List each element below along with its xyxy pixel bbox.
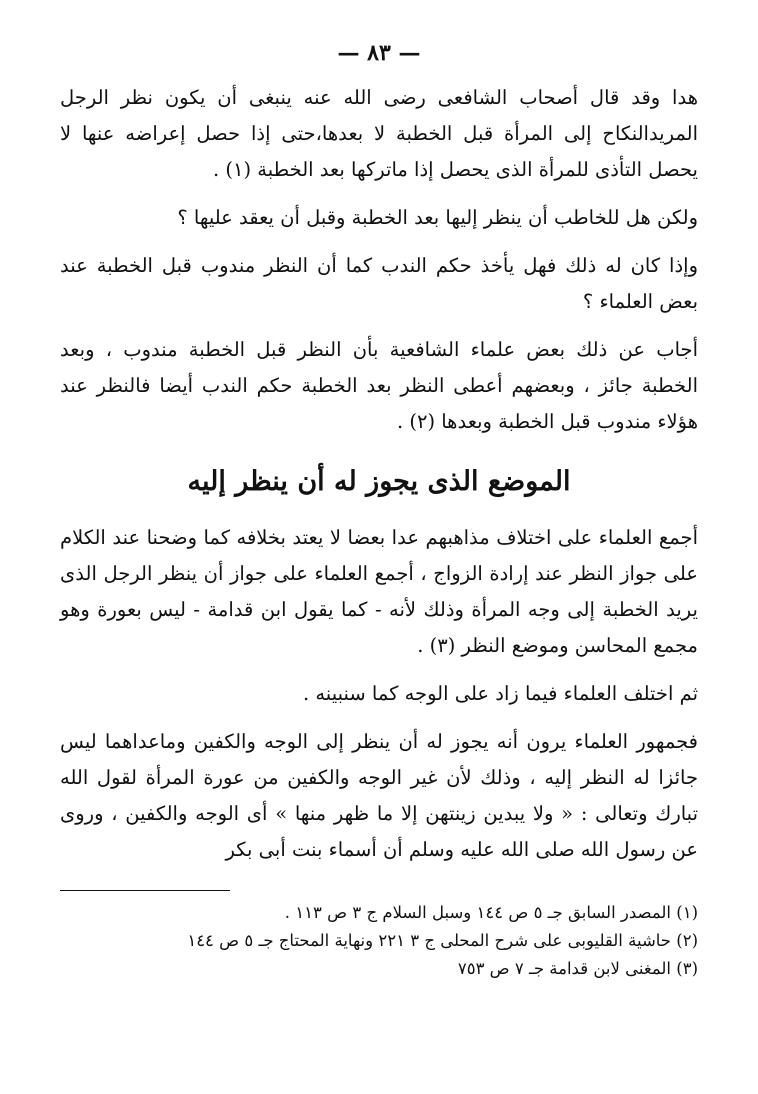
paragraph: أجمع العلماء على اختلاف مذاهبهم عدا بعضا لا يعتد بخلافه كما وضحنا عند الكلام على جواز النظر عند إرادة الزواج ، أجمع العلماء على جواز أن ينظر الرجل الذى يريد الخطبة إلى وجه المرأة وذلك لأنه - كما يقول ابن قدامة - ليس بعورة وهو مجمع المحاسن وموضع النظر (٣) . [60, 526, 698, 657]
section-heading: الموضع الذى يجوز له أن ينظر إليه [187, 466, 571, 497]
footnote: (٢) حاشية القليوبى على شرح المحلى ج ٣ ٢٢١ ونهاية المحتاج جـ ٥ ص ١٤٤ [187, 931, 698, 950]
body-top [60, 80, 698, 440]
footnotes [60, 899, 698, 983]
body-bottom [60, 520, 698, 868]
footnote: (٣) المغنى لابن قدامة جـ ٧ ص ٧٥٣ [457, 959, 698, 978]
page-number: — ٨٣ — [337, 40, 421, 66]
paragraph: ولكن هل للخاطب أن ينظر إليها بعد الخطبة وقبل أن يعقد عليها ؟ [177, 206, 698, 229]
footnote-divider [60, 890, 230, 891]
paragraph: هدا وقد قال أصحاب الشافعى رضى الله عنه ينبغى أن يكون نظر الرجل المريدالنكاح إلى المرأة قبل الخطبة لا بعدها،حتى إذا حصل إعراضه عنها لا يحصل التأذى للمرأة الذى يحصل إذا ماتركها بعد الخطبة (١) . [60, 86, 698, 181]
paragraph: ثم اختلف العلماء فيما زاد على الوجه كما سنبينه . [302, 682, 698, 705]
footnote: (١) المصدر السابق جـ ٥ ص ١٤٤ وسبل السلام ج ٣ ص ١١٣ . [284, 903, 698, 922]
paragraph: أجاب عن ذلك بعض علماء الشافعية بأن النظر قبل الخطبة مندوب ، وبعد الخطبة جائز ، وبعضهم أعطى النظر بعد الخطبة حكم الندب أيضا فالنظر عند هؤلاء مندوب قبل الخطبة وبعدها (٢) . [60, 338, 698, 433]
paragraph: وإذا كان له ذلك فهل يأخذ حكم الندب كما أن النظر مندوب قبل الخطبة عند بعض العلماء ؟ [60, 254, 698, 313]
paragraph: فجمهور العلماء يرون أنه يجوز له أن ينظر إلى الوجه والكفين وماعداهما ليس جائزا له النظر إليه ، وذلك لأن غير الوجه والكفين من عورة المرأة لقول الله تبارك وتعالى : « ولا يبدين زينتهن إلا ما ظهر منها » أى الوجه والكفين ، وروى عن رسول الله صلى الله عليه وسلم أن أسماء بنت أبى بكر [60, 730, 698, 861]
